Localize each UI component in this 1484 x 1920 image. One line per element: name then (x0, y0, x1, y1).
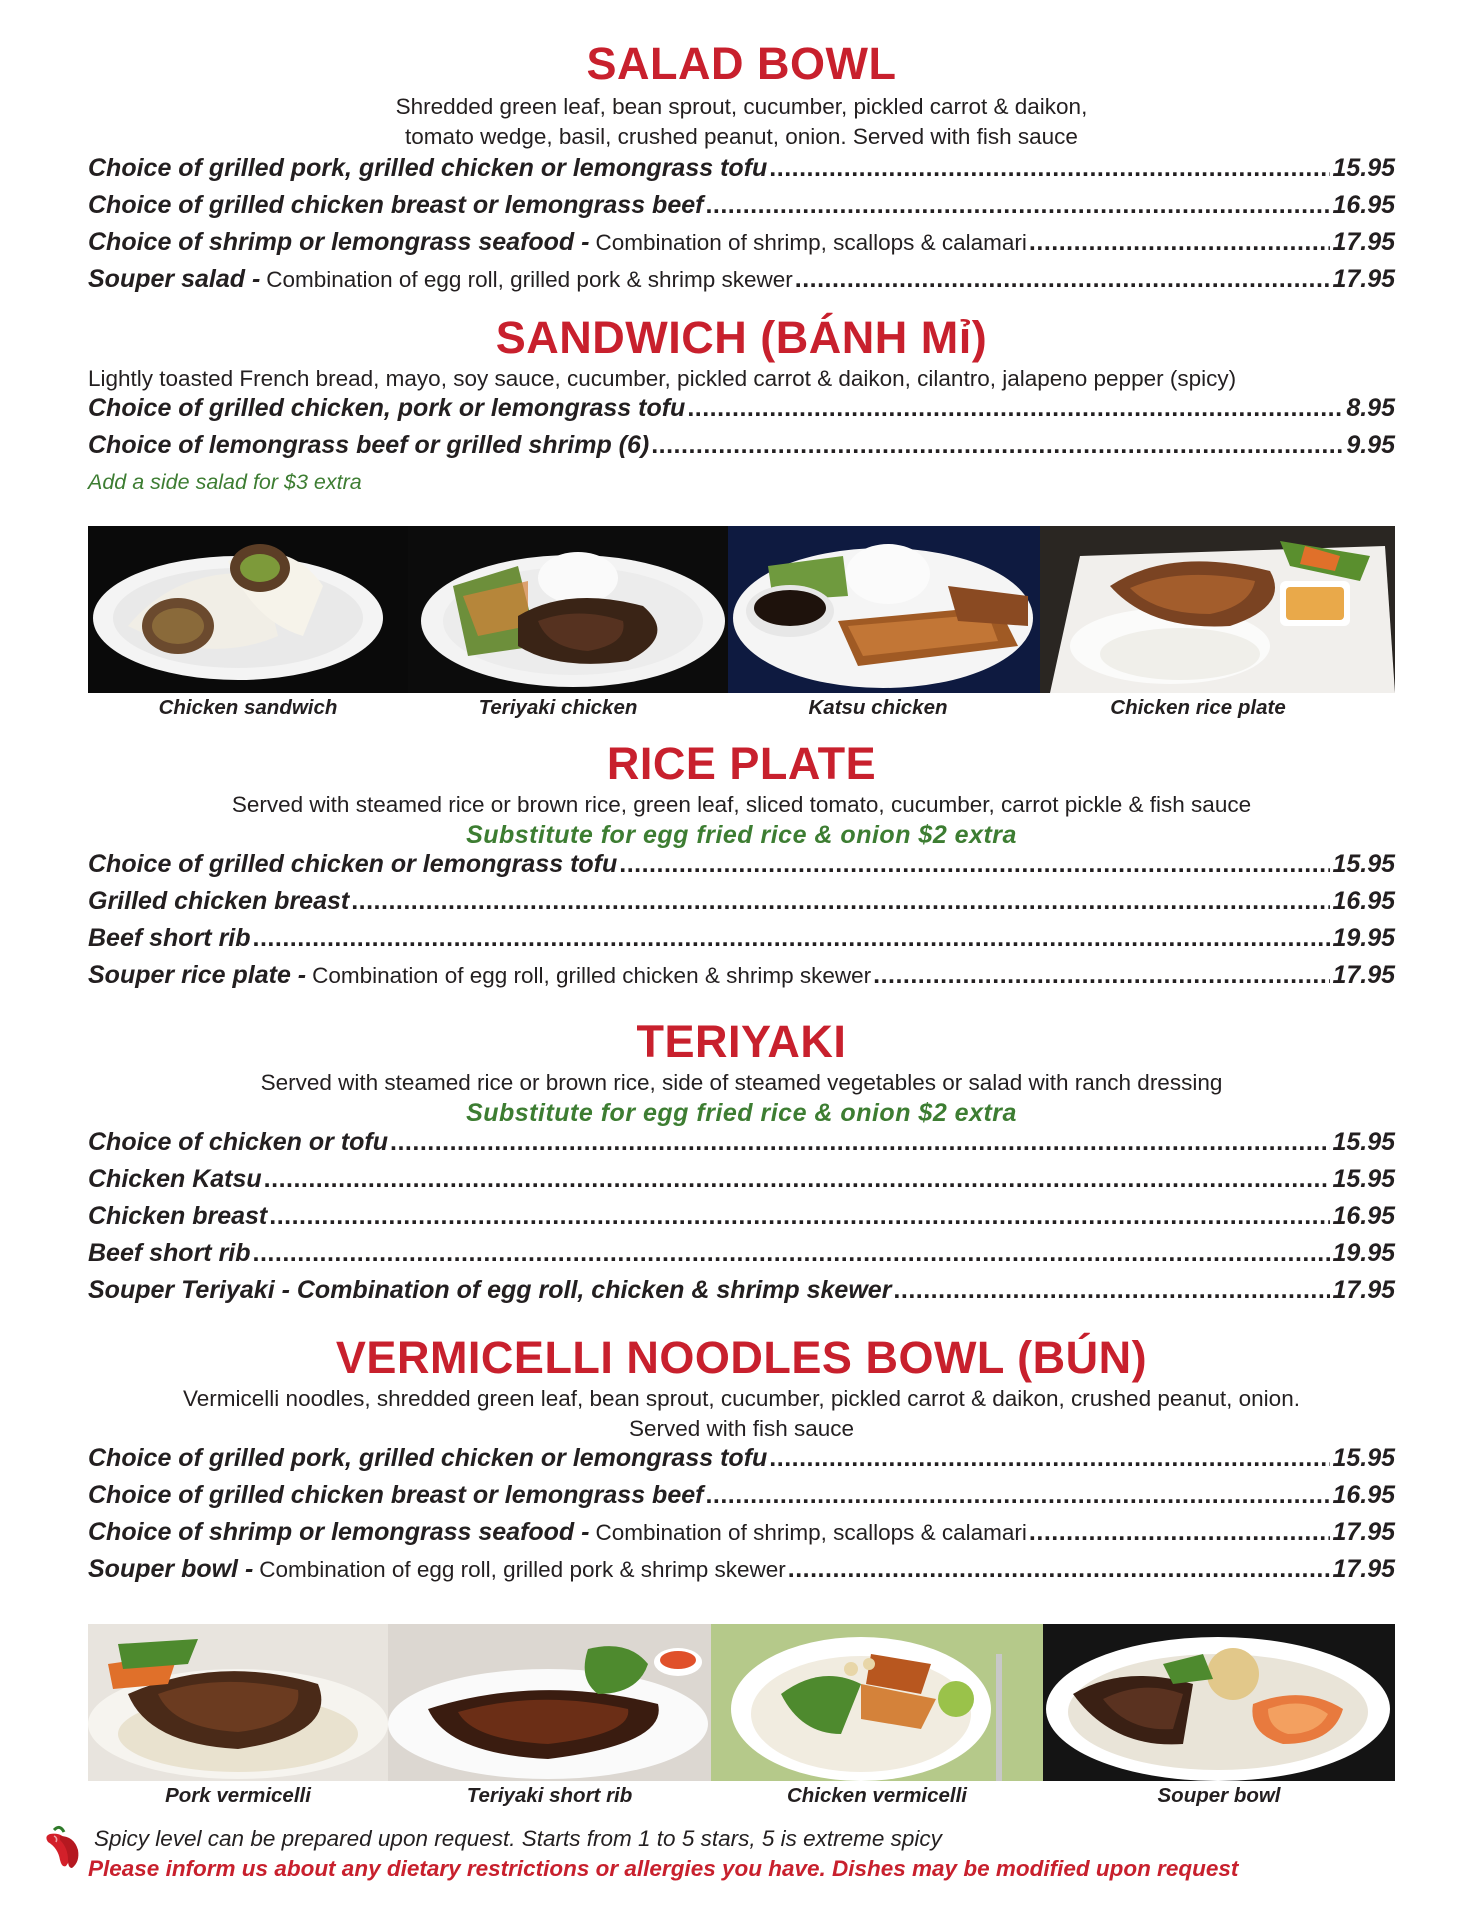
menu-item (88, 265, 1395, 302)
item-price: 17.95 (1332, 1276, 1395, 1304)
photo-caption: Teriyaki chicken (478, 696, 638, 719)
menu-item (88, 1481, 1395, 1518)
item-name: Souper bowl - (88, 1555, 254, 1583)
item-price: 15.95 (1332, 1128, 1395, 1156)
photo-strip-bottom (88, 1624, 1395, 1811)
item-price: 16.95 (1332, 887, 1395, 915)
menu-item (88, 1239, 1395, 1276)
item-price: 16.95 (1332, 1481, 1395, 1509)
leader-dots (269, 1202, 1330, 1231)
item-name: Choice of grilled chicken or lemongrass tofu (88, 850, 618, 878)
item-price: 17.95 (1332, 961, 1395, 989)
item-detail: Combination of egg roll, grilled pork & shrimp skewer (266, 267, 793, 292)
item-detail: Combination of shrimp, scallops & calamari (595, 230, 1027, 255)
allergy-note: Please inform us about any dietary restrictions or allergies you have. Dishes may be modified upon request (88, 1856, 1239, 1881)
section-description: Shredded green leaf, bean sprout, cucumber, pickled carrot & daikon, (395, 94, 1088, 119)
leader-dots (769, 1444, 1330, 1473)
item-detail: Combination of egg roll, grilled chicken & shrimp skewer (312, 963, 872, 988)
menu-item (88, 394, 1395, 431)
photo-caption: Souper bowl (1157, 1784, 1281, 1807)
leader-dots (769, 154, 1330, 183)
leader-dots (795, 265, 1331, 294)
side-salad-note: Add a side salad for $3 extra (88, 470, 362, 494)
item-price: 17.95 (1332, 1555, 1395, 1583)
teriyaki-chicken-photo (408, 526, 728, 693)
item-name: Choice of chicken or tofu (88, 1128, 389, 1156)
item-name: Choice of grilled pork, grilled chicken or lemongrass tofu (88, 154, 768, 182)
item-name: Chicken Katsu (88, 1165, 262, 1193)
leader-dots (705, 1481, 1330, 1510)
menu-item (88, 1444, 1395, 1481)
item-price: 15.95 (1332, 1444, 1395, 1472)
photo-caption: Chicken rice plate (1110, 696, 1286, 719)
item-detail: Combination of shrimp, scallops & calamari (595, 1520, 1027, 1545)
chili-pepper-icon (40, 1824, 82, 1870)
sandwich-section (88, 314, 1395, 496)
section-title: SANDWICH (BÁNH Mỉ) (495, 312, 988, 363)
vermicelli-section (88, 1334, 1395, 1592)
item-name: Souper rice plate - (88, 961, 307, 989)
item-price: 17.95 (1332, 1518, 1395, 1546)
item-name: Beef short rib (88, 924, 251, 952)
leader-dots (1029, 1518, 1331, 1547)
item-name: Choice of grilled chicken, pork or lemongrass tofu (88, 394, 686, 422)
section-description: Vermicelli noodles, shredded green leaf, bean sprout, cucumber, pickled carrot & daikon, crushed peanut, onion. (183, 1386, 1300, 1411)
item-name: Choice of shrimp or lemongrass seafood - (88, 1518, 590, 1546)
chicken-sandwich-photo (88, 526, 408, 693)
menu-item (88, 850, 1395, 887)
leader-dots (253, 1239, 1331, 1268)
section-title: SALAD BOWL (586, 38, 897, 89)
item-name: Beef short rib (88, 1239, 251, 1267)
section-description: Lightly toasted French bread, mayo, soy sauce, cucumber, pickled carrot & daikon, cilantro, jalapeno pepper (spicy) (88, 366, 1237, 391)
leader-dots (253, 924, 1331, 953)
item-price: 16.95 (1332, 191, 1395, 219)
item-name: Choice of lemongrass beef or grilled shrimp (6) (88, 431, 650, 459)
leader-dots (619, 850, 1330, 879)
chicken-rice-plate-photo (1040, 526, 1395, 693)
item-name: Choice of grilled pork, grilled chicken or lemongrass tofu (88, 1444, 768, 1472)
substitute-note: Substitute for egg fried rice & onion $2 extra (466, 821, 1017, 849)
section-description: Served with fish sauce (628, 1416, 855, 1441)
menu-item (88, 1165, 1395, 1202)
item-price: 9.95 (1346, 431, 1395, 459)
leader-dots (873, 961, 1330, 990)
menu-item (88, 228, 1395, 265)
photo-caption: Chicken sandwich (158, 696, 338, 719)
item-price: 15.95 (1332, 1165, 1395, 1193)
menu-item (88, 1128, 1395, 1165)
photo-strip-top (88, 526, 1395, 723)
pork-vermicelli-photo (88, 1624, 388, 1781)
menu-item (88, 961, 1395, 998)
menu-item (88, 1518, 1395, 1555)
souper-bowl-photo (1043, 1624, 1395, 1781)
leader-dots (687, 394, 1344, 423)
section-title: VERMICELLI NOODLES BOWL (BÚN) (335, 1332, 1148, 1383)
leader-dots (390, 1128, 1330, 1157)
teriyaki-section (88, 1018, 1395, 1313)
item-name: Grilled chicken breast (88, 887, 350, 915)
item-price: 8.95 (1346, 394, 1395, 422)
section-description: Served with steamed rice or brown rice, green leaf, sliced tomato, cucumber, carrot pickle & fish sauce (231, 792, 1252, 817)
section-title: RICE PLATE (606, 738, 877, 789)
item-detail: Combination of egg roll, grilled pork & shrimp skewer (259, 1557, 786, 1582)
item-name: Souper Teriyaki - Combination of egg roll, chicken & shrimp skewer (88, 1276, 892, 1304)
menu-item (88, 1202, 1395, 1239)
menu-item (88, 1276, 1395, 1313)
section-description: Served with steamed rice or brown rice, side of steamed vegetables or salad with ranch dressing (260, 1070, 1223, 1095)
menu-item (88, 431, 1395, 468)
substitute-note: Substitute for egg fried rice & onion $2 extra (466, 1099, 1017, 1127)
leader-dots (351, 887, 1330, 916)
leader-dots (651, 431, 1344, 460)
menu-item (88, 887, 1395, 924)
item-price: 17.95 (1332, 228, 1395, 256)
photo-caption: Chicken vermicelli (786, 1784, 968, 1807)
menu-item (88, 924, 1395, 961)
item-name: Souper salad - (88, 265, 261, 293)
section-description: tomato wedge, basil, crushed peanut, onion. Served with fish sauce (405, 124, 1078, 149)
chicken-vermicelli-photo (711, 1624, 1043, 1781)
item-name: Chicken breast (88, 1202, 268, 1230)
item-price: 16.95 (1332, 1202, 1395, 1230)
item-name: Choice of grilled chicken breast or lemongrass beef (88, 1481, 704, 1509)
item-price: 15.95 (1332, 154, 1395, 182)
item-price: 19.95 (1332, 924, 1395, 952)
item-price: 17.95 (1332, 265, 1395, 293)
item-name: Choice of shrimp or lemongrass seafood - (88, 228, 590, 256)
teriyaki-short-rib-photo (388, 1624, 711, 1781)
section-title: TERIYAKI (636, 1016, 847, 1067)
leader-dots (1029, 228, 1331, 257)
photo-caption: Pork vermicelli (165, 1784, 311, 1807)
leader-dots (893, 1276, 1330, 1305)
leader-dots (264, 1165, 1331, 1194)
leader-dots (788, 1555, 1331, 1584)
menu-item (88, 191, 1395, 228)
menu-item (88, 1555, 1395, 1592)
item-name: Choice of grilled chicken breast or lemongrass beef (88, 191, 704, 219)
item-price: 15.95 (1332, 850, 1395, 878)
salad-bowl-section (88, 40, 1395, 302)
rice-plate-section (88, 740, 1395, 998)
photo-caption: Teriyaki short rib (466, 1784, 633, 1807)
photo-caption: Katsu chicken (808, 696, 948, 719)
item-price: 19.95 (1332, 1239, 1395, 1267)
katsu-chicken-photo (728, 526, 1040, 693)
leader-dots (705, 191, 1330, 220)
menu-item (88, 154, 1395, 191)
spicy-level-note: Spicy level can be prepared upon request. Starts from 1 to 5 stars, 5 is extreme spicy (94, 1826, 942, 1851)
